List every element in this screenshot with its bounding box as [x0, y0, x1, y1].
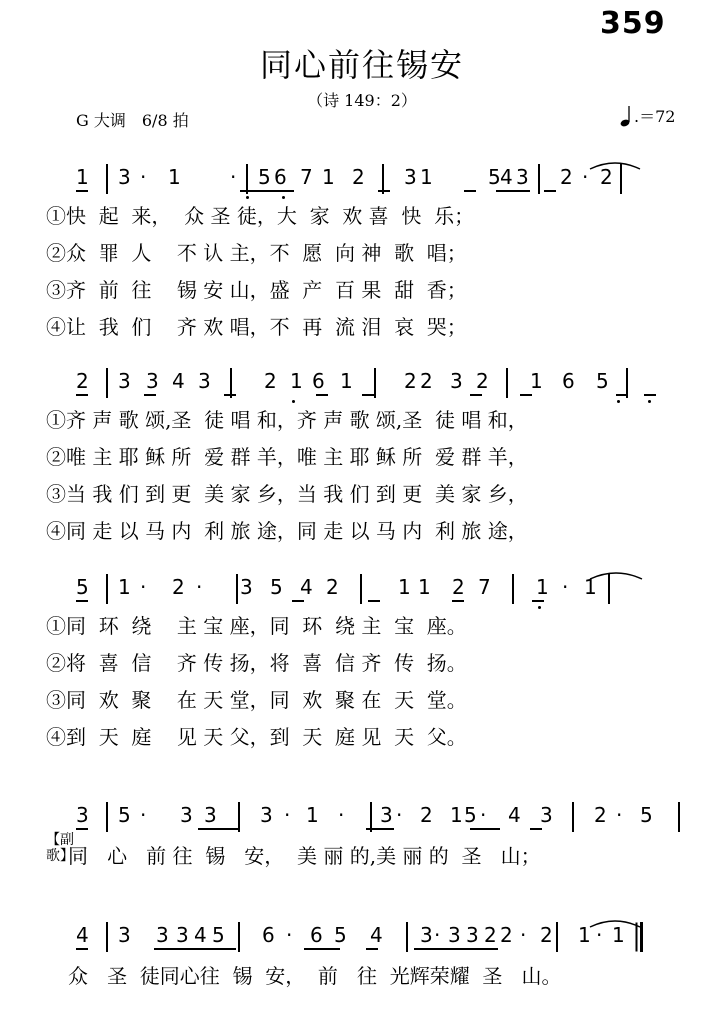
note: 4: [370, 923, 383, 947]
note: 1: [536, 575, 549, 599]
duration-underline: [304, 948, 340, 950]
duration-underline: [362, 394, 374, 396]
note: 1: [450, 803, 463, 827]
lyric-line: ②唯 主 耶 稣 所 爱 群 羊，唯 主 耶 稣 所 爱 群 羊，: [46, 445, 528, 469]
duration-underline: [496, 190, 530, 192]
barline: [572, 802, 574, 832]
duration-underline: [464, 190, 476, 192]
note: 2: [420, 369, 433, 393]
note: 4: [508, 803, 521, 827]
final-barline: [640, 922, 643, 952]
scripture-reference: （诗 149：2）: [307, 91, 417, 110]
note: 5: [258, 165, 271, 189]
barline: [106, 574, 108, 604]
barline: [106, 802, 108, 832]
note: 2: [326, 575, 339, 599]
lyric-line: ④让 我 们 齐 欢 唱，不 再 流 泪 哀 哭；: [46, 315, 467, 339]
lyric-line: ②众 罪 人 不 认 主，不 愿 向 神 歌 唱；: [46, 241, 467, 265]
note: 2: [172, 575, 185, 599]
note: 1: [584, 575, 597, 599]
note: 1: [612, 923, 625, 947]
note: 2: [476, 369, 489, 393]
note: 2: [404, 369, 417, 393]
barline: [238, 922, 240, 952]
note: 1: [418, 575, 431, 599]
lyric-line: ③当 我 们 到 更 美 家 乡，当 我 们 到 更 美 家 乡，: [46, 482, 528, 506]
duration-underline: [366, 828, 394, 830]
note: 1: [76, 165, 89, 189]
note: 6: [274, 165, 287, 189]
duration-underline: [316, 394, 328, 396]
note: 3: [450, 369, 463, 393]
duration-underline: [76, 600, 88, 602]
augmentation-dot: ·: [140, 803, 147, 827]
chorus-label: 【副歌】: [46, 832, 74, 864]
note: 3: [118, 923, 131, 947]
note: 1: [398, 575, 411, 599]
low-octave-dot: [617, 400, 620, 403]
tie-arc: [590, 570, 642, 580]
barline: [106, 164, 108, 194]
augmentation-dot: ·: [196, 575, 203, 599]
barline: [238, 802, 240, 832]
note: 1: [118, 575, 131, 599]
augmentation-dot: ·: [396, 803, 403, 827]
note: 2: [76, 369, 89, 393]
note: 7: [300, 165, 313, 189]
duration-underline: [616, 394, 628, 396]
note: 1: [578, 923, 591, 947]
note: 2: [452, 575, 465, 599]
barline: [406, 922, 408, 952]
duration-underline: [76, 190, 88, 192]
low-octave-dot: [246, 196, 249, 199]
note: 3: [198, 369, 211, 393]
duration-underline: [484, 948, 498, 950]
tempo-value: .＝72: [634, 107, 676, 126]
augmentation-dot: ·: [140, 165, 147, 189]
duration-underline: [76, 828, 88, 830]
augmentation-dot: ·: [434, 923, 441, 947]
note: 3: [466, 923, 479, 947]
note: 6: [310, 923, 323, 947]
note: 4: [300, 575, 313, 599]
note: 4: [194, 923, 207, 947]
low-octave-dot: [648, 400, 651, 403]
tie-arc: [590, 160, 640, 170]
duration-underline: [224, 394, 236, 396]
note: 2: [594, 803, 607, 827]
barline: [236, 574, 238, 604]
duration-underline: [378, 190, 390, 192]
note: 5: [118, 803, 131, 827]
lyric-line: ①快 起 来， 众 圣 徒，大 家 欢 喜 快 乐；: [46, 204, 475, 228]
barline: [106, 922, 108, 952]
lyric-line: 众 圣 徒同心往 锡 安， 前 往 光辉荣耀 圣 山。: [68, 964, 562, 988]
duration-underline: [520, 394, 532, 396]
note: 2: [560, 165, 573, 189]
note: 2: [264, 369, 277, 393]
note: 2: [484, 923, 497, 947]
duration-underline: [198, 828, 238, 830]
duration-underline: [76, 948, 88, 950]
note: 1: [420, 165, 433, 189]
note: 3: [240, 575, 253, 599]
duration-underline: [644, 394, 656, 396]
duration-underline: [240, 190, 294, 192]
note: 3: [118, 165, 131, 189]
note: 2: [352, 165, 365, 189]
lyric-line: ①同 环 绕 主 宝 座，同 环 绕 主 宝 座。: [46, 614, 467, 638]
note: 7: [478, 575, 491, 599]
note: 3: [180, 803, 193, 827]
duration-underline: [530, 828, 542, 830]
barline: [556, 922, 558, 952]
low-octave-dot: [282, 196, 285, 199]
augmentation-dot: ·: [480, 803, 487, 827]
note: 2: [540, 923, 553, 947]
note: 2: [600, 165, 613, 189]
duration-underline: [76, 394, 88, 396]
note: 1: [340, 369, 353, 393]
augmentation-dot: ·: [284, 803, 291, 827]
note: 3: [516, 165, 529, 189]
lyric-line: ③同 欢 聚 在 天 堂，同 欢 聚 在 天 堂。: [46, 688, 467, 712]
note: 6: [262, 923, 275, 947]
note: 3: [380, 803, 393, 827]
note: 2: [500, 923, 513, 947]
lyric-line: ①齐 声 歌 颂,圣 徒 唱 和，齐 声 歌 颂,圣 徒 唱 和，: [46, 408, 528, 432]
note: 1: [306, 803, 319, 827]
note: 6: [562, 369, 575, 393]
duration-underline: [470, 828, 500, 830]
note: 3: [448, 923, 461, 947]
barline: [360, 574, 362, 604]
lyric-line: 同 心 前 往 锡 安， 美 丽 的,美 丽 的 圣 山；: [68, 844, 541, 868]
note: 1: [530, 369, 543, 393]
note: 3: [176, 923, 189, 947]
page-number: 359: [600, 6, 666, 41]
duration-underline: [532, 600, 544, 602]
note: 3: [146, 369, 159, 393]
note: 4: [172, 369, 185, 393]
lyric-line: ④同 走 以 马 内 利 旅 途，同 走 以 马 内 利 旅 途，: [46, 519, 528, 543]
note: 3: [76, 803, 89, 827]
note: 5: [334, 923, 347, 947]
note: 3: [156, 923, 169, 947]
tie-arc: [590, 918, 640, 928]
duration-underline: [366, 948, 378, 950]
lyric-line: ④到 天 庭 见 天 父，到 天 庭 见 天 父。: [46, 725, 467, 749]
note: 1: [290, 369, 303, 393]
barline: [506, 368, 508, 398]
note: 2: [420, 803, 433, 827]
duration-underline: [452, 600, 464, 602]
duration-underline: [292, 600, 304, 602]
note: 4: [76, 923, 89, 947]
barline: [106, 368, 108, 398]
note: 1: [322, 165, 335, 189]
augmentation-dot: ·: [140, 575, 147, 599]
note: 5: [76, 575, 89, 599]
low-octave-dot: [538, 606, 541, 609]
augmentation-dot: ·: [582, 165, 589, 189]
duration-underline: [144, 394, 156, 396]
duration-underline: [544, 190, 556, 192]
note: 3: [404, 165, 417, 189]
duration-underline: [470, 394, 482, 396]
augmentation-dot: ·: [338, 803, 345, 827]
note: 1: [168, 165, 181, 189]
low-octave-dot: [292, 400, 295, 403]
note: 5: [596, 369, 609, 393]
barline: [374, 368, 376, 398]
note: 3: [420, 923, 433, 947]
barline: [512, 574, 514, 604]
note: 4: [500, 165, 513, 189]
augmentation-dot: ·: [286, 923, 293, 947]
barline: [678, 802, 680, 832]
key-and-meter: G 大调 6/8 拍: [76, 111, 189, 130]
note: 3: [118, 369, 131, 393]
note: 5: [212, 923, 225, 947]
note: 5: [488, 165, 501, 189]
augmentation-dot: ·: [596, 923, 603, 947]
note: 3: [204, 803, 217, 827]
augmentation-dot: ·: [616, 803, 623, 827]
note: 5: [464, 803, 477, 827]
note: 5: [640, 803, 653, 827]
lyric-line: ②将 喜 信 齐 传 扬，将 喜 信 齐 传 扬。: [46, 651, 467, 675]
hymn-title: 同心前往锡安: [259, 46, 464, 84]
augmentation-dot: ·: [562, 575, 569, 599]
note: 3: [260, 803, 273, 827]
augmentation-dot: ·: [520, 923, 527, 947]
barline: [538, 164, 540, 194]
lyric-line: ③齐 前 往 锡 安 山，盛 产 百 果 甜 香；: [46, 278, 467, 302]
augmentation-dot: ·: [230, 165, 237, 189]
note: 5: [270, 575, 283, 599]
duration-underline: [154, 948, 236, 950]
duration-underline: [368, 600, 380, 602]
note: 6: [312, 369, 325, 393]
note: 3: [540, 803, 553, 827]
